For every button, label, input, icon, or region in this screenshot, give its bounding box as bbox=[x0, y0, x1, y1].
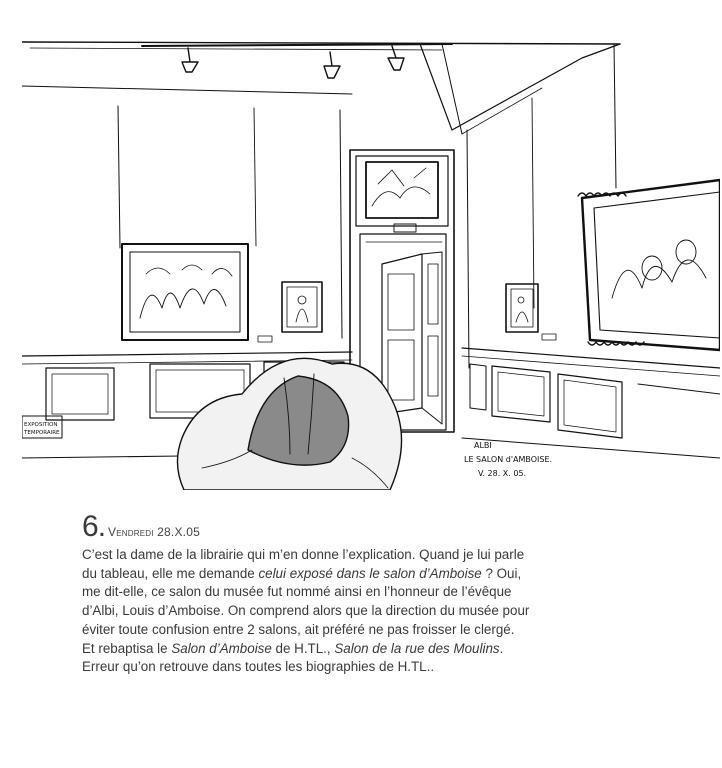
entry-line-5: éviter toute confusion entre 2 salons, ait préféré ne pas froisser le clergé. bbox=[82, 621, 515, 637]
entry-line-4: d’Albi, Louis d’Amboise. On comprend alors que la direction du musée pour bbox=[82, 603, 530, 619]
entry-line-6: Et rebaptisa le Salon d’Amboise de H.TL., Salon de la rue des Moulins. bbox=[82, 640, 504, 656]
sketch-sign-line2: TEMPORAIRE bbox=[24, 430, 60, 436]
sketch-annotation-line1: ALBI bbox=[474, 441, 492, 450]
entry-emphasis: celui exposé dans le salon d’Amboise bbox=[258, 565, 482, 581]
entry-date: Vendredi 28.X.05 bbox=[108, 525, 200, 539]
entry-body bbox=[82, 546, 702, 677]
sketch-drawing bbox=[22, 38, 720, 490]
entry-number-dot: . bbox=[97, 510, 107, 543]
entry-number: 6 bbox=[82, 510, 98, 543]
museum-room-sketch bbox=[22, 38, 720, 490]
journal-entry bbox=[82, 512, 702, 677]
entry-line-1: C’est la dame de la librairie qui m’en donne l’explication. Quand je lui parle bbox=[82, 547, 525, 562]
sketch-annotation-line2: LE SALON d'AMBOISE. bbox=[464, 455, 553, 464]
entry-emphasis: Salon de la rue des Moulins bbox=[334, 640, 500, 656]
entry-heading bbox=[82, 512, 702, 542]
sketch-annotation-line3: V. 28. X. 05. bbox=[478, 469, 527, 478]
entry-emphasis: Salon d’Amboise bbox=[171, 640, 272, 656]
entry-line-3: me dit-elle, ce salon du musée fut nommé ainsi en l’honneur de l’évêque bbox=[82, 584, 512, 600]
entry-line-2: du tableau, elle me demande celui exposé dans le salon d’Amboise ? Oui, bbox=[82, 565, 522, 581]
entry-line-7: Erreur qu’on retrouve dans toutes les biographies de H.TL.. bbox=[82, 659, 435, 675]
sketch-sign-line1: EXPOSITION bbox=[24, 422, 58, 428]
